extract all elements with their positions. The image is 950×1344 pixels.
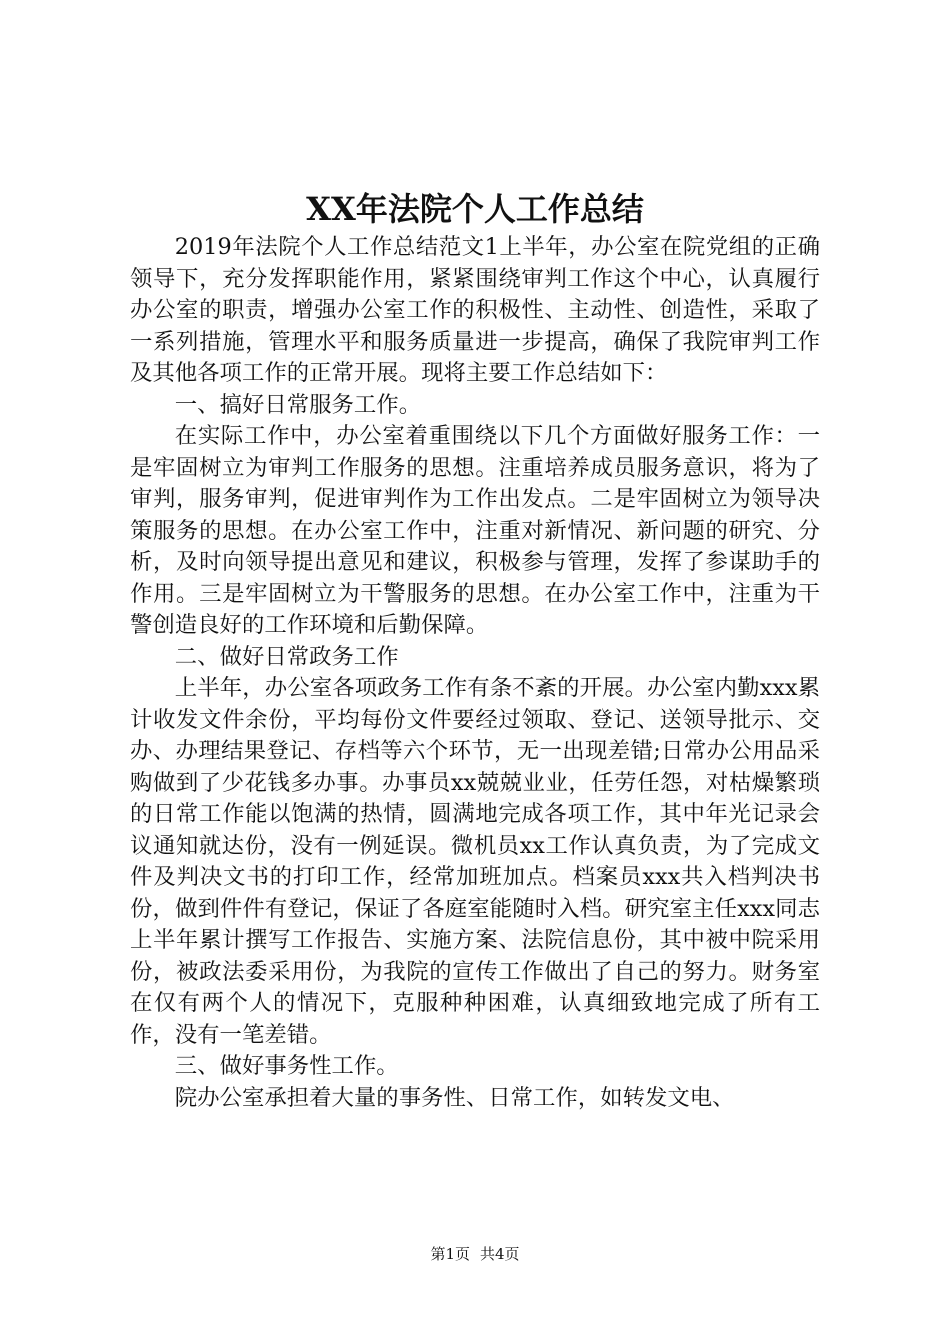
paragraph-intro: 2019年法院个人工作总结范文1上半年，办公室在院党组的正确领导下，充分发挥职能作用，紧紧围绕审判工作这个中心，认真履行办公室的职责，增强办公室工作的积极性、主动性、创造性，采取了一系列措施，管理水平和服务质量进一步提高，确保了我院审判工作及其他各项工作的正常开展。现将主要工作总结如下： bbox=[130, 234, 820, 386]
page-number: 第1页 bbox=[430, 1245, 470, 1263]
page-footer bbox=[0, 1244, 950, 1264]
paragraph-government-work: 上半年，办公室各项政务工作有条不紊的开展。办公室内勤xxx累计收发文件余份，平均每份文件要经过领取、登记、送领导批示、交办、办理结果登记、存档等六个环节，无一出现差错;日常办公用品采购做到了少花钱多办事。办事员xx兢兢业业，任劳任怨，对枯燥繁琐的日常工作能以饱满的热情，圆满地完成各项工作，其中年光记录会议通知就达份，没有一例延误。微机员xx工作认真负责，为了完成文件及判决文书的打印工作，经常加班加点。档案员xxx共入档判决书份，做到件件有登记，保证了各庭室能随时入档。研究室主任xxx同志上半年累计撰写工作报告、实施方案、法院信息份，其中被中院采用份，被政法委采用份，为我院的宣传工作做出了自己的努力。财务室在仅有两个人的情况下，克服种种困难，认真细致地完成了所有工作，没有一笔差错。 bbox=[130, 675, 820, 1048]
document-body bbox=[130, 232, 820, 1114]
section-heading-1: 一、搞好日常服务工作。 bbox=[174, 391, 422, 418]
section-heading-3: 三、做好事务性工作。 bbox=[174, 1053, 399, 1079]
section-heading-2: 二、做好日常政务工作 bbox=[174, 643, 399, 670]
document-title: XX年法院个人工作总结 bbox=[306, 190, 644, 228]
page-total: 共4页 bbox=[480, 1245, 520, 1263]
paragraph-affairs-work: 院办公室承担着大量的事务性、日常工作，如转发文电、 bbox=[174, 1084, 735, 1111]
paragraph-service-work: 在实际工作中，办公室着重围绕以下几个方面做好服务工作：一是牢固树立为审判工作服务的思想。注重培养成员服务意识，将为了审判，服务审判，促进审判作为工作出发点。二是牢固树立为领导决策服务的思想。在办公室工作中，注重对新情况、新问题的研究、分析，及时向领导提出意见和建议，积极参与管理，发挥了参谋助手的作用。三是牢固树立为干警服务的思想。在办公室工作中，注重为干警创造良好的工作环境和后勤保障。 bbox=[130, 423, 820, 638]
